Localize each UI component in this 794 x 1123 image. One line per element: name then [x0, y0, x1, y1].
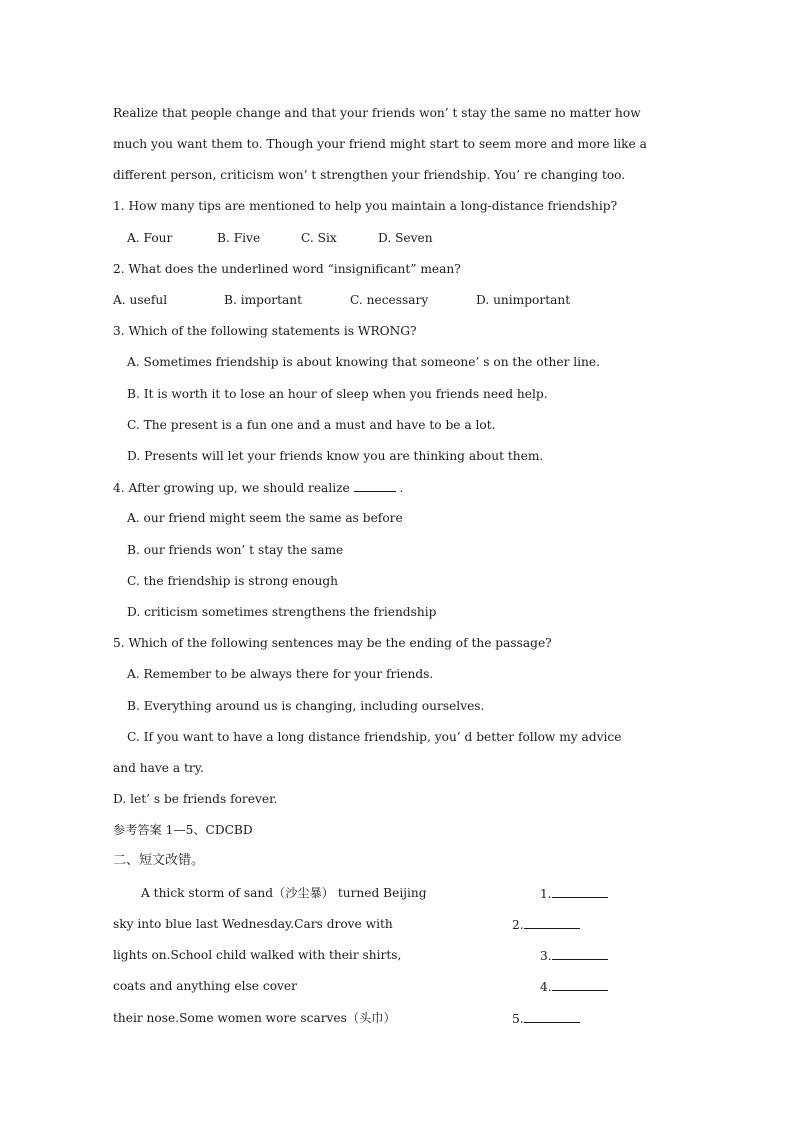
question-5-option-c-line-2: and have a try. — [113, 761, 204, 775]
question-3-option-c: C. The present is a fun one and a must and have to be a lot. — [127, 418, 496, 432]
question-4-stem-prefix: 4. After growing up, we should realize — [113, 481, 350, 495]
answer-key: 参考答案 1—5、CDCBD — [113, 823, 253, 837]
question-3-option-a: A. Sometimes friendship is about knowing that someone’ s on the other line. — [127, 355, 600, 369]
correction-answer-3 — [540, 947, 608, 964]
correction-line-1: A thick storm of sand（沙尘暴） turned Beijing — [141, 886, 427, 900]
correction-number-1: 1. — [540, 887, 552, 901]
correction-line-2: sky into blue last Wednesday.Cars drove with — [113, 917, 393, 931]
question-3-option-b: B. It is worth it to lose an hour of sleep when you friends need help. — [127, 387, 548, 401]
question-4-stem-suffix: . — [399, 481, 404, 495]
question-4-option-c: C. the friendship is strong enough — [127, 574, 339, 588]
question-5-stem: 5. Which of the following sentences may be the ending of the passage? — [113, 636, 552, 650]
question-1-stem: 1. How many tips are mentioned to help you maintain a long-distance friendship? — [113, 199, 618, 213]
correction-answer-5 — [512, 1010, 580, 1027]
question-5-option-a: A. Remember to be always there for your friends. — [127, 667, 434, 681]
question-1-option-a: A. Four — [127, 231, 173, 245]
question-4-option-d: D. criticism sometimes strengthens the friendship — [127, 605, 437, 619]
question-2-option-b: B. important — [224, 293, 303, 307]
question-1-option-b: B. Five — [217, 231, 261, 245]
correction-blank-4[interactable] — [552, 978, 608, 991]
question-4-option-a: A. our friend might seem the same as before — [127, 511, 403, 525]
question-4-option-b: B. our friends won’ t stay the same — [127, 543, 344, 557]
correction-number-3: 3. — [540, 949, 552, 963]
correction-line-5: their nose.Some women wore scarves（头巾） — [113, 1011, 396, 1025]
correction-blank-1[interactable] — [552, 885, 608, 898]
correction-number-5: 5. — [512, 1012, 524, 1026]
question-4-blank[interactable] — [354, 479, 396, 492]
correction-line-3: lights on.School child walked with their shirts, — [113, 948, 402, 962]
question-5-option-c-line-1: C. If you want to have a long distance friendship, you’ d better follow my advice — [127, 730, 622, 744]
correction-blank-5[interactable] — [524, 1010, 580, 1023]
correction-answer-4 — [540, 978, 608, 995]
question-3-option-d: D. Presents will let your friends know you are thinking about them. — [127, 449, 544, 463]
question-2-option-a: A. useful — [113, 293, 168, 307]
question-1-option-d: D. Seven — [378, 231, 433, 245]
correction-blank-2[interactable] — [524, 916, 580, 929]
question-5-option-b: B. Everything around us is changing, including ourselves. — [127, 699, 485, 713]
section-2-title: 二、短文改错。 — [113, 853, 205, 868]
passage-line-1: Realize that people change and that your friends won’ t stay the same no matter how — [113, 106, 641, 120]
question-2-stem: 2. What does the underlined word “insignificant” mean? — [113, 262, 461, 276]
question-2-option-d: D. unimportant — [476, 293, 571, 307]
correction-line-4: coats and anything else cover — [113, 979, 297, 993]
question-4-stem — [113, 479, 403, 496]
correction-number-2: 2. — [512, 918, 524, 932]
question-2-option-c: C. necessary — [350, 293, 429, 307]
question-5-option-d: D. let’ s be friends forever. — [113, 792, 278, 806]
correction-number-4: 4. — [540, 980, 552, 994]
correction-answer-1 — [540, 885, 608, 902]
question-3-stem: 3. Which of the following statements is WRONG? — [113, 324, 417, 338]
correction-blank-3[interactable] — [552, 947, 608, 960]
passage-line-2: much you want them to. Though your friend might start to seem more and more like a — [113, 137, 647, 151]
passage-line-3: different person, criticism won’ t strengthen your friendship. You’ re changing too. — [113, 168, 626, 182]
question-1-option-c: C. Six — [301, 231, 337, 245]
correction-answer-2 — [512, 916, 580, 933]
